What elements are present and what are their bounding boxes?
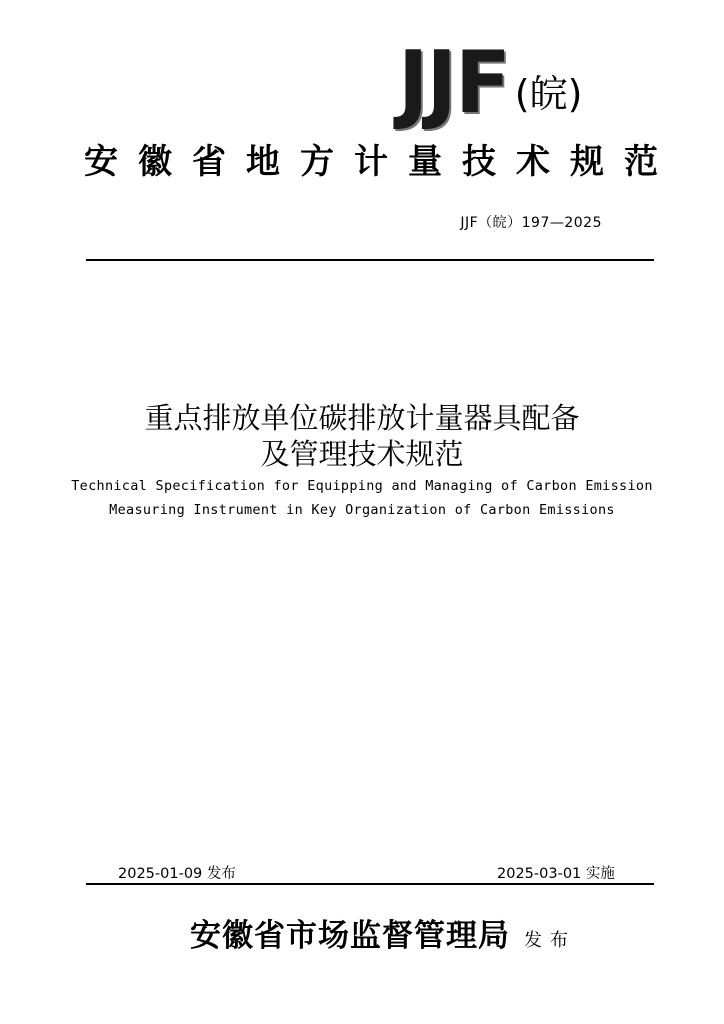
effective-date: 2025-03-01 实施: [497, 866, 615, 882]
title-en-line1: Technical Specification for Equipping and Managing of Carbon Emission: [71, 478, 653, 494]
title-cn-line2: 及管理技术规范: [260, 437, 464, 471]
publisher-action: 发布: [524, 930, 576, 951]
logo-mark: JJF: [398, 33, 509, 133]
publisher-org: 安徽省市场监督管理局: [190, 918, 510, 954]
jjf-logo: [398, 33, 668, 133]
bottom-divider: [86, 883, 654, 885]
publisher: [190, 910, 576, 955]
title-cn-line1: 重点排放单位碳排放计量器具配备: [144, 401, 580, 435]
title-en-line2: Measuring Instrument in Key Organization of Carbon Emissions: [109, 502, 615, 518]
document-number: JJF（皖）197—2025: [460, 215, 602, 231]
series-title: 安徽省地方计量技术规范: [84, 142, 678, 182]
top-divider: [86, 259, 654, 261]
issue-date: 2025-01-09 发布: [118, 866, 236, 882]
logo-region: (皖): [514, 72, 583, 116]
